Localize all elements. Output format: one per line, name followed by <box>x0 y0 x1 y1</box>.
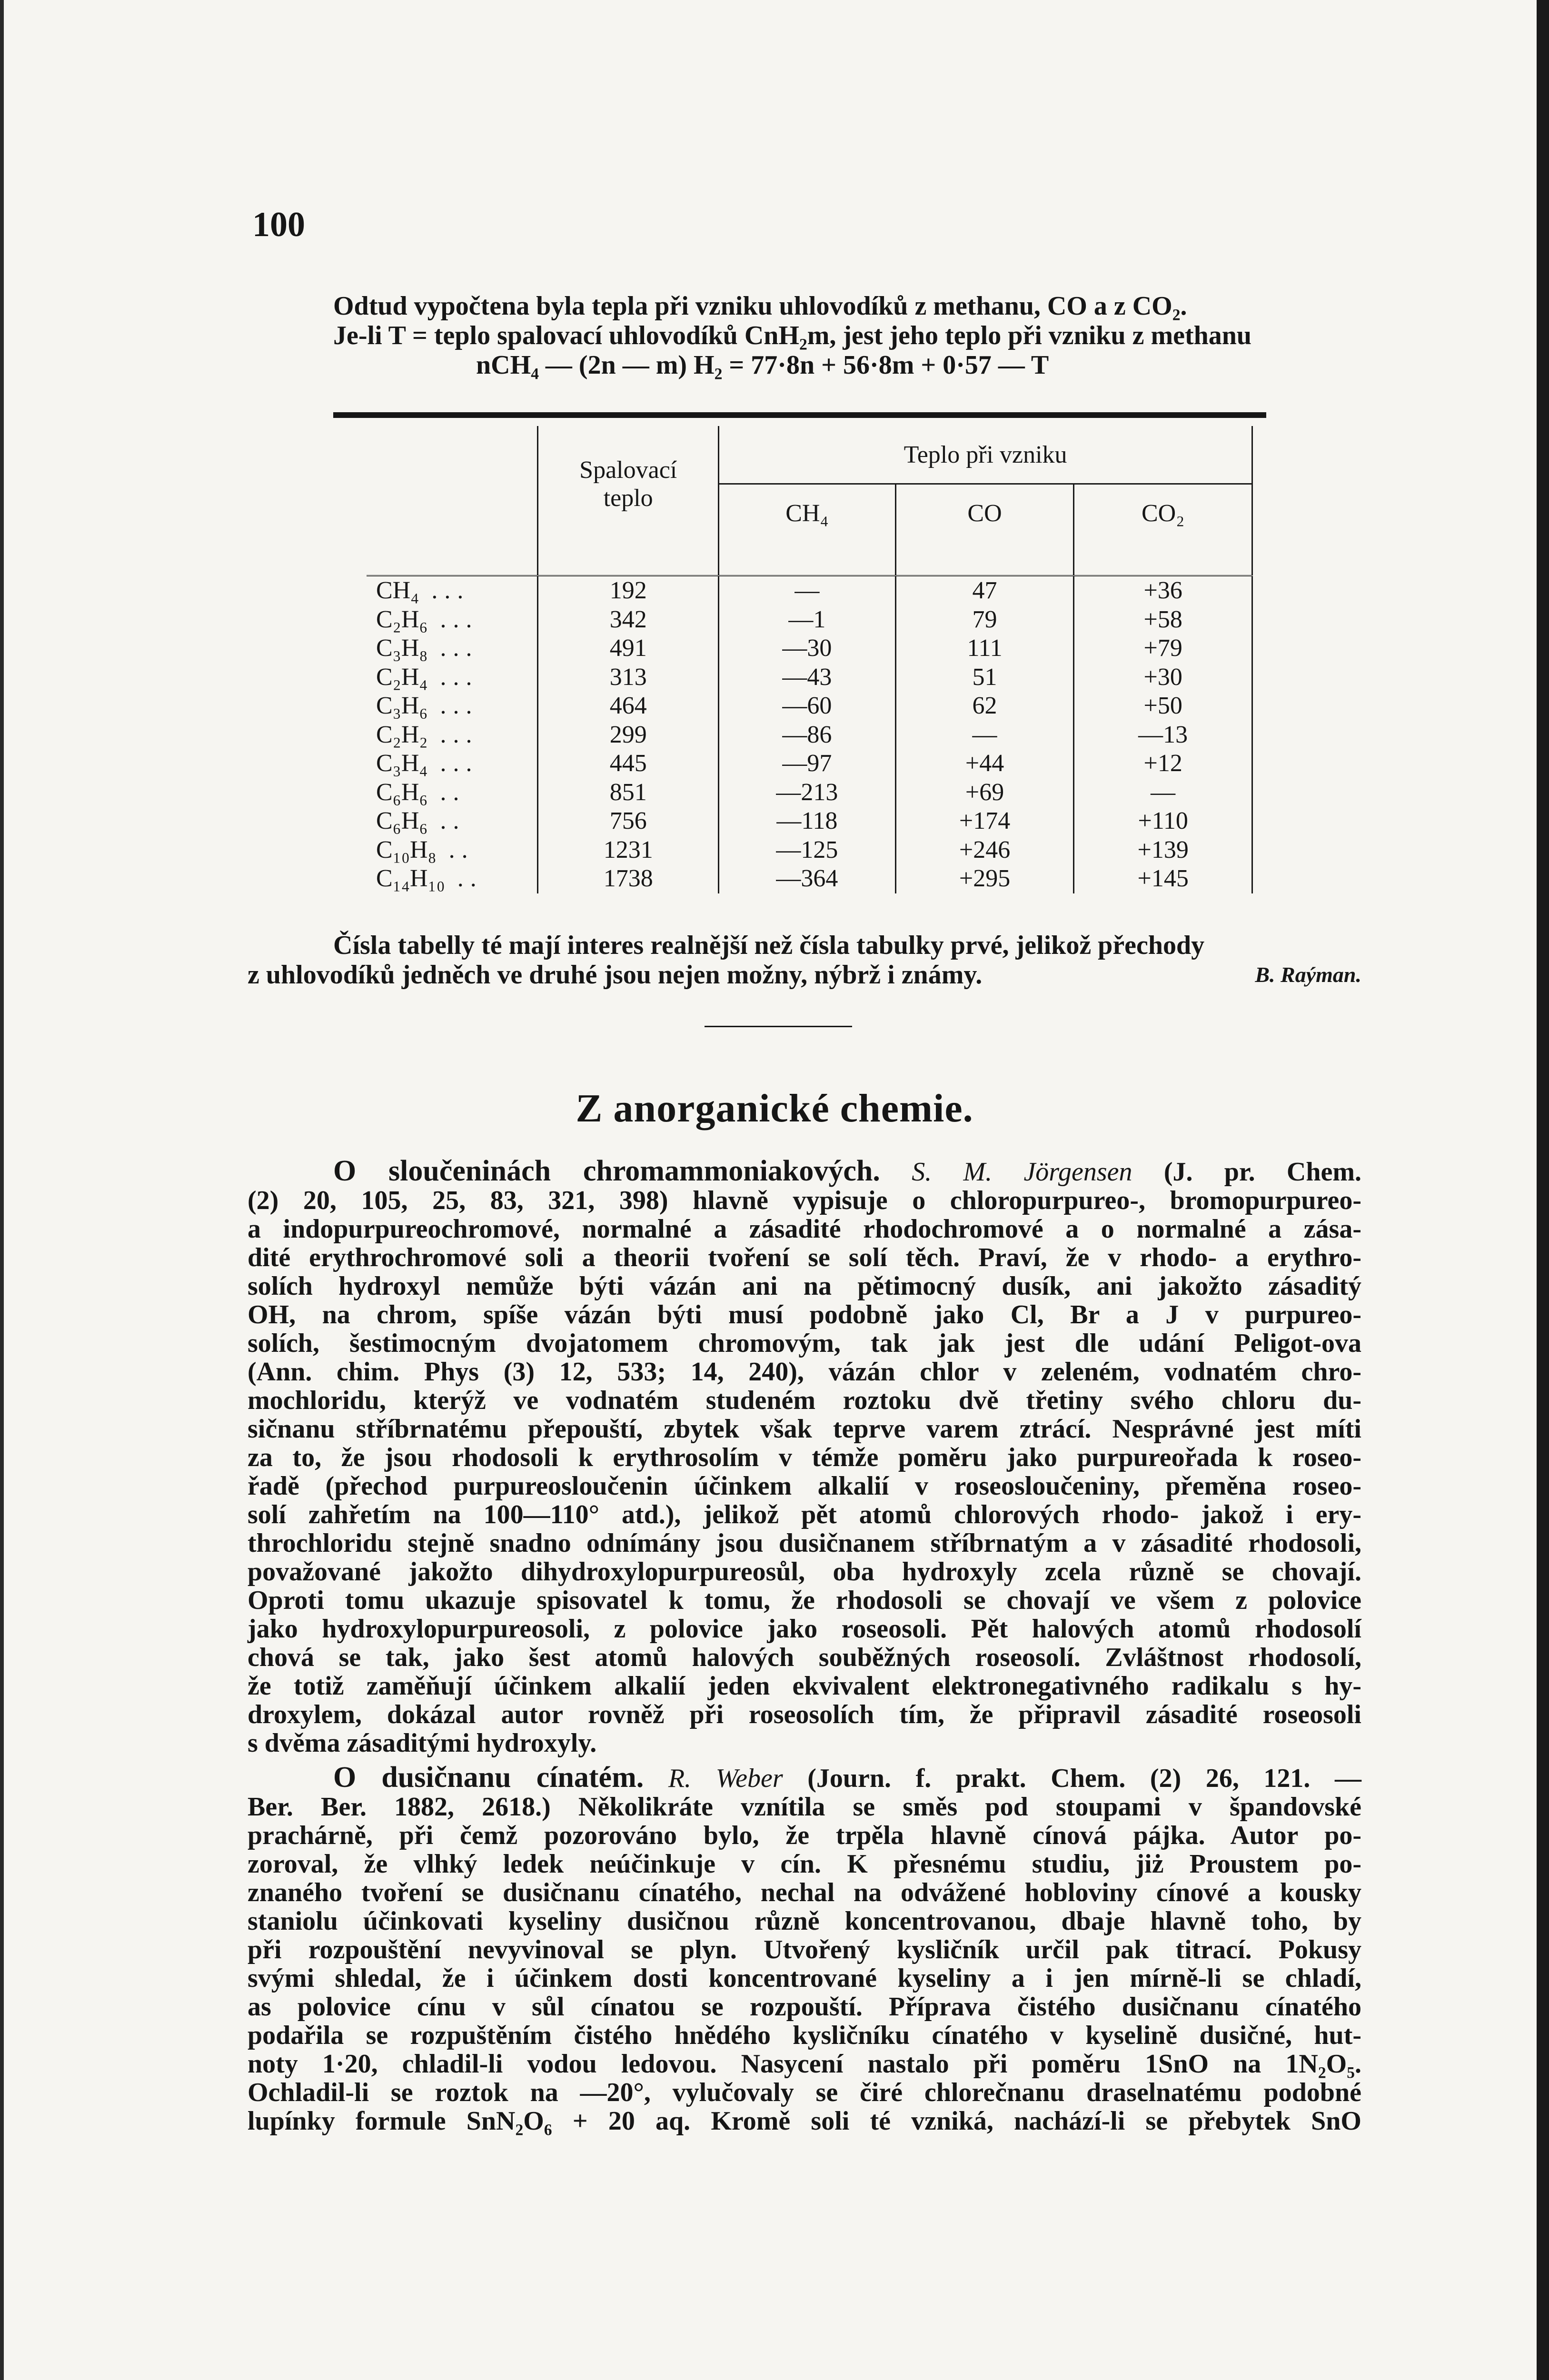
text-line: dité erythrochromové soli a theorii tvoření se solí těch. Praví, že v rhodo- a erythro- <box>248 1243 1361 1272</box>
article2-author: R. Weber <box>668 1764 783 1793</box>
row-co: +69 <box>895 778 1074 807</box>
text-line: zoroval, že vlhký ledek neúčinkuje v cín. K přesnému studiu, jiż Proustem po- <box>248 1849 1361 1879</box>
text-line: droxylem, dokázal autor rovněž při roseosolích tím, že připravil zásadité roseosoli <box>248 1700 1361 1729</box>
row-heat: 756 <box>538 807 719 836</box>
table-row <box>367 836 1252 865</box>
table-row <box>367 778 1252 807</box>
row-co: 111 <box>895 634 1074 663</box>
heat-table <box>367 426 1253 893</box>
row-leader-dots: .. <box>457 865 483 892</box>
text-line: staniolu účinkovati kyseliny dusičnou různě koncentrovanou, dbaje hlavně toho, by <box>248 1906 1361 1936</box>
scan-edge-left <box>0 0 4 2380</box>
article2-title: O dusičnanu cínatém. <box>333 1761 644 1794</box>
row-formula-text: C₂H₂ <box>376 721 428 748</box>
article1-body <box>248 1186 1361 1757</box>
row-co2: +30 <box>1074 663 1252 692</box>
row-formula <box>367 605 538 635</box>
row-formula-text: C₆H₆ <box>376 807 428 835</box>
row-heat: 491 <box>538 634 719 663</box>
table-top-rule <box>333 412 1266 418</box>
row-formula-text: CH₄ <box>376 577 419 605</box>
article2-body <box>248 1793 1361 2135</box>
text-line: throchloridu stejně snadno odnímány jsou dusičnanem stříbrnatým a v zásadité rhodosoli, <box>248 1528 1361 1558</box>
row-heat: 342 <box>538 605 719 635</box>
table-header-teplo-group: Teplo při vzniku <box>719 426 1252 484</box>
row-formula-text: C₃H₈ <box>376 635 428 662</box>
text-line: při rozpouštění nevyvinoval se plyn. Utvořený kysličník určil pak titrací. Pokusy <box>248 1935 1361 1964</box>
row-heat: 1231 <box>538 836 719 865</box>
row-leader-dots: ... <box>440 635 479 662</box>
row-co: +295 <box>895 864 1074 893</box>
row-formula-text: C₂H₄ <box>376 663 428 691</box>
table-header-ch4: CH₄ <box>719 484 896 542</box>
article1-author: S. M. Jörgensen <box>912 1157 1132 1187</box>
row-formula <box>367 778 538 807</box>
row-formula-text: C₃H₆ <box>376 692 428 720</box>
text-line: podařila se rozpuštěním čistého hnědého kysličníku cínatého v kyselině dusičné, hut- <box>248 2021 1361 2050</box>
text-line: as polovice cínu v sůl cínatou se rozpouští. Příprava čistého dusičnanu cínatého <box>248 1992 1361 2022</box>
text-line: jako hydroxylopurpureosoli, z polovice jako roseosoli. Pět halových atomů rhodosolí <box>248 1614 1361 1644</box>
row-heat: 192 <box>538 576 719 605</box>
table-row <box>367 576 1252 605</box>
caption-line-2: z uhlovodíků jedněch ve druhé jsou nejen možny, nýbrž i známy. <box>248 960 983 990</box>
table-caption <box>248 931 1361 990</box>
article2-ref: (Journ. f. prakt. Chem. (2) 26, 121. — <box>807 1764 1362 1793</box>
header-spalovaci-line2: teplo <box>603 484 653 512</box>
row-co2: +12 <box>1074 749 1252 778</box>
row-formula <box>367 663 538 692</box>
header-spalovaci-line1: Spalovací <box>579 456 677 484</box>
text-line: chová se tak, jako šest atomů halových souběžných roseosolí. Zvláštnost rhodosolí, <box>248 1643 1361 1672</box>
row-leader-dots: ... <box>440 721 479 748</box>
row-leader-dots: ... <box>431 577 470 605</box>
table-row <box>367 749 1252 778</box>
row-leader-dots: ... <box>440 692 479 720</box>
text-line: znaného tvoření se dusičnanu cínatého, nechal na odvážené hobloviny cínové a kousky <box>248 1878 1361 1907</box>
row-formula <box>367 634 538 663</box>
section-title: Z anorganické chemie. <box>576 1086 973 1130</box>
table-body <box>367 576 1252 893</box>
row-co: +174 <box>895 807 1074 836</box>
row-co2: +145 <box>1074 864 1252 893</box>
row-leader-dots: ... <box>440 750 479 777</box>
row-co2: — <box>1074 778 1252 807</box>
row-ch4: —364 <box>719 864 896 893</box>
row-formula-text: C₁₀H₈ <box>376 836 437 863</box>
row-co: 51 <box>895 663 1074 692</box>
table-row <box>367 663 1252 692</box>
text-line: (2) 20, 105, 25, 83, 321, 398) hlavně vypisuje o chloropurpureo-, bromopurpureo- <box>248 1186 1361 1215</box>
text-line: s dvěma zásaditými hydroxyly. <box>248 1728 597 1758</box>
text-line: (Ann. chim. Phys (3) 12, 533; 14, 240), vázán chlor v zeleném, vodnatém chro- <box>248 1357 1361 1387</box>
article1-heading-line <box>248 1157 1361 1186</box>
row-leader-dots: ... <box>440 663 479 691</box>
row-formula-text: C₆H₆ <box>376 778 428 806</box>
table-header-co2: CO₂ <box>1074 484 1252 542</box>
row-co: 47 <box>895 576 1074 605</box>
text-line: Ochladil-li se roztok na —20°, vylučovaly se čiré chlorečnanu draselnatému podobné <box>248 2078 1361 2107</box>
row-ch4: —30 <box>719 634 896 663</box>
text-line: OH, na chrom, spíše vázán býti musí podobně jako Cl, Br a J v purpureo- <box>248 1300 1361 1329</box>
row-formula <box>367 836 538 865</box>
row-co2: +50 <box>1074 692 1252 721</box>
intro-line-2: Je-li T = teplo spalovací uhlovodíků CnH₂m, jest jeho teplo při vzniku z methanu <box>333 321 1252 350</box>
row-formula-text: C₃H₄ <box>376 750 428 777</box>
row-co2: +36 <box>1074 576 1252 605</box>
row-heat: 464 <box>538 692 719 721</box>
row-formula <box>367 864 538 893</box>
row-co2: +110 <box>1074 807 1252 836</box>
table-header-co: CO <box>895 484 1074 542</box>
text-line: solí zahřetím na 100—110° atd.), jelikož pět atomů chlorových rhodo- jakož i ery- <box>248 1500 1361 1529</box>
row-co2: +79 <box>1074 634 1252 663</box>
row-formula-text: C₂H₆ <box>376 605 428 633</box>
text-line: prachárně, při čemž pozorováno bylo, že trpěla hlavně cínová pájka. Autor po- <box>248 1821 1361 1850</box>
article-chromammonia <box>248 1157 1361 1757</box>
page-number: 100 <box>252 205 305 244</box>
text-line: solích, šestimocným dvojatomem chromovým, tak jak jest dle udání Peligot-ova <box>248 1329 1361 1358</box>
row-formula <box>367 749 538 778</box>
row-leader-dots: .. <box>440 778 466 806</box>
article-dusicnan <box>248 1763 1361 2135</box>
intro-line-1: Odtud vypočtena byla tepla při vzniku uhlovodíků z methanu, CO a z CO₂. <box>333 291 1187 321</box>
row-co2: +58 <box>1074 605 1252 635</box>
text-line: sičnanu stříbrnatému přepouští, zbytek však teprve varem ztrácí. Nesprávné jest míti <box>248 1414 1361 1444</box>
row-co: +246 <box>895 836 1074 865</box>
caption-author: B. Raýman. <box>1255 962 1361 987</box>
intro-paragraph <box>333 291 1323 380</box>
text-line: Oproti tomu ukazuje spisovatel k tomu, že rhodosoli se chovají ve všem z polovice <box>248 1586 1361 1615</box>
article1-title: O sloučeninách chromammoniakových. <box>333 1155 880 1187</box>
table-header-spalovaci <box>538 426 719 542</box>
row-formula-text: C₁₄H₁₀ <box>376 865 445 892</box>
table-row <box>367 864 1252 893</box>
row-co: +44 <box>895 749 1074 778</box>
table-header-blank <box>367 426 538 542</box>
caption-line-1: Čísla tabelly té mají interes realnější než čísla tabulky prvé, jelikož přechody <box>333 931 1205 960</box>
scan-edge-right <box>1537 0 1549 2380</box>
table-row <box>367 721 1252 750</box>
row-ch4: — <box>719 576 896 605</box>
text-line: Ber. Ber. 1882, 2618.) Několikráte vznítila se směs pod stoupami v špandovské <box>248 1792 1361 1822</box>
row-heat: 1738 <box>538 864 719 893</box>
row-heat: 851 <box>538 778 719 807</box>
text-line: mochloridu, kterýž ve vodnatém studeném roztoku dvě třetiny svého chloru du- <box>248 1386 1361 1415</box>
table-row <box>367 634 1252 663</box>
row-co2: +139 <box>1074 836 1252 865</box>
row-ch4: —125 <box>719 836 896 865</box>
row-leader-dots: .. <box>440 807 466 835</box>
article2-heading-line <box>248 1763 1361 1793</box>
row-ch4: —97 <box>719 749 896 778</box>
row-ch4: —1 <box>719 605 896 635</box>
intro-formula: nCH₄ — (2n — m) H₂ = 77·8n + 56·8m + 0·57 — T <box>476 350 1049 380</box>
row-co: — <box>895 721 1074 750</box>
text-line: řadě (přechod purpureosloučenin účinkem alkalií v roseosloučeniny, přeměna roseo- <box>248 1471 1361 1501</box>
text-line: za to, že jsou rhodosoli k erythrosolím v témže poměru jako purpureořada k roseo- <box>248 1443 1361 1472</box>
row-ch4: —43 <box>719 663 896 692</box>
row-formula <box>367 721 538 750</box>
text-line: solích hydroxyl nemůže býti vázán ani na pětimocný dusík, ani jakožto zásaditý <box>248 1271 1361 1301</box>
row-leader-dots: ... <box>440 605 479 633</box>
row-ch4: —60 <box>719 692 896 721</box>
row-co2: —13 <box>1074 721 1252 750</box>
row-formula <box>367 807 538 836</box>
section-separator <box>705 1026 852 1027</box>
row-ch4: —118 <box>719 807 896 836</box>
article1-ref: (J. pr. Chem. <box>1163 1157 1361 1187</box>
row-co: 79 <box>895 605 1074 635</box>
table-row <box>367 807 1252 836</box>
text-line: noty 1·20, chladil-li vodou ledovou. Nasycení nastalo při poměru 1SnO na 1N₂O₅. <box>248 2049 1361 2079</box>
row-formula <box>367 692 538 721</box>
table-row <box>367 692 1252 721</box>
row-ch4: —86 <box>719 721 896 750</box>
text-line: lupínky formule SnN₂O₆ + 20 aq. Kromě soli té vzniká, nachází-li se přebytek SnO <box>248 2106 1361 2136</box>
row-heat: 445 <box>538 749 719 778</box>
text-line: a indopurpureochromové, normalné a zásadité rhodochromové a o normalné a zása- <box>248 1214 1361 1244</box>
text-line: že totiž zaměňují účinkem alkalií jeden ekvivalent elektronegativného radikalu s hy- <box>248 1671 1361 1701</box>
text-line: považované jakožto dihydroxylopurpureosůl, oba hydroxyly zcela různě se chovají. <box>248 1557 1361 1587</box>
row-heat: 313 <box>538 663 719 692</box>
row-heat: 299 <box>538 721 719 750</box>
row-ch4: —213 <box>719 778 896 807</box>
table-row <box>367 605 1252 635</box>
row-leader-dots: .. <box>448 836 475 863</box>
row-formula <box>367 576 538 605</box>
row-co: 62 <box>895 692 1074 721</box>
text-line: svými shledal, že i účinkem dosti koncentrované kyseliny a i jen mírně-li se chladí, <box>248 1964 1361 1993</box>
